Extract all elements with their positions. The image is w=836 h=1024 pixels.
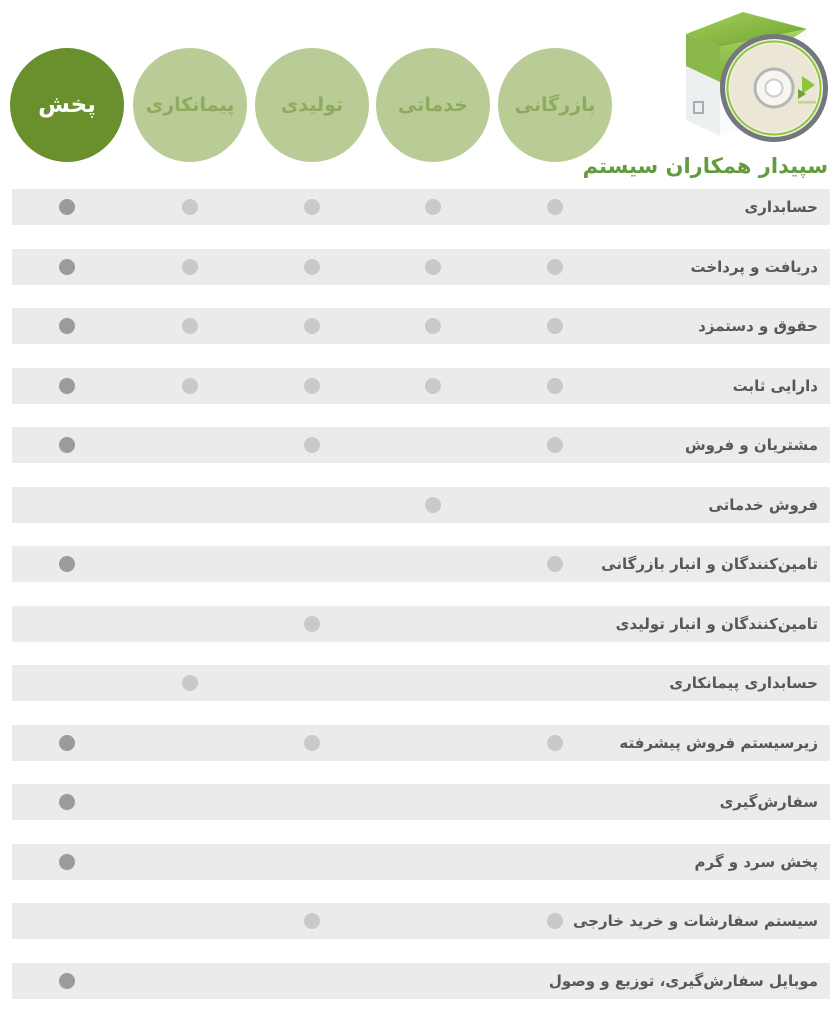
availability-dot-bazargani	[547, 437, 563, 453]
availability-dot-pakhsh	[59, 437, 75, 453]
availability-dot-peymankari	[182, 675, 198, 691]
feature-row	[12, 249, 830, 285]
feature-row	[12, 903, 830, 939]
feature-table	[12, 189, 830, 1009]
product-circle-bazargani[interactable]	[498, 48, 612, 162]
availability-dot-bazargani	[547, 318, 563, 334]
product-circle-pakhsh[interactable]	[10, 48, 124, 162]
feature-label: سیستم سفارشات و خرید خارجی	[572, 912, 818, 930]
feature-label: حسابداری	[744, 198, 818, 216]
feature-label: مشتریان و فروش	[684, 436, 818, 454]
availability-dot-tolidi	[304, 378, 320, 394]
availability-dot-khadamati	[425, 497, 441, 513]
availability-dot-khadamati	[425, 259, 441, 275]
feature-label: سفارش‌گیری	[719, 793, 818, 811]
availability-dot-bazargani	[547, 259, 563, 275]
feature-row	[12, 427, 830, 463]
availability-dot-tolidi	[304, 199, 320, 215]
feature-label: دارایی ثابت	[732, 377, 818, 395]
feature-row	[12, 487, 830, 523]
availability-dot-peymankari	[182, 199, 198, 215]
feature-label: زیرسیستم فروش پیشرفته	[619, 734, 818, 752]
product-circle-peymankari[interactable]	[133, 48, 247, 162]
availability-dot-tolidi	[304, 259, 320, 275]
feature-label: تامین‌کنندگان و انبار تولیدی	[615, 615, 818, 633]
feature-label: حقوق و دستمزد	[698, 317, 818, 335]
product-circles	[0, 48, 836, 162]
feature-row	[12, 844, 830, 880]
product-circle-label: بازرگانی	[514, 94, 596, 116]
availability-dot-khadamati	[425, 378, 441, 394]
feature-label: تامین‌کنندگان و انبار بازرگانی	[601, 555, 818, 573]
availability-dot-peymankari	[182, 318, 198, 334]
availability-dot-pakhsh	[59, 199, 75, 215]
availability-dot-bazargani	[547, 556, 563, 572]
availability-dot-pakhsh	[59, 794, 75, 810]
product-circle-khadamati[interactable]	[376, 48, 490, 162]
availability-dot-tolidi	[304, 437, 320, 453]
availability-dot-peymankari	[182, 378, 198, 394]
availability-dot-bazargani	[547, 199, 563, 215]
product-circle-label: خدماتی	[398, 94, 468, 116]
feature-row	[12, 784, 830, 820]
availability-dot-khadamati	[425, 199, 441, 215]
feature-label: فروش خدماتی	[708, 496, 818, 514]
availability-dot-pakhsh	[59, 735, 75, 751]
product-circle-label: تولیدی	[280, 94, 344, 116]
feature-row	[12, 725, 830, 761]
feature-row	[12, 308, 830, 344]
availability-dot-tolidi	[304, 616, 320, 632]
feature-row	[12, 963, 830, 999]
availability-dot-pakhsh	[59, 259, 75, 275]
brand-title: سپیدار همکاران سیستم	[582, 154, 828, 178]
feature-label: حسابداری پیمانکاری	[669, 674, 818, 692]
feature-row	[12, 665, 830, 701]
availability-dot-pakhsh	[59, 556, 75, 572]
product-circle-tolidi[interactable]	[255, 48, 369, 162]
availability-dot-tolidi	[304, 318, 320, 334]
availability-dot-khadamati	[425, 318, 441, 334]
product-circle-label: پیمانکاری	[145, 94, 235, 116]
availability-dot-bazargani	[547, 378, 563, 394]
availability-dot-bazargani	[547, 735, 563, 751]
feature-row	[12, 368, 830, 404]
feature-label: دریافت و پرداخت	[690, 258, 818, 276]
availability-dot-tolidi	[304, 913, 320, 929]
availability-dot-pakhsh	[59, 973, 75, 989]
availability-dot-pakhsh	[59, 854, 75, 870]
availability-dot-peymankari	[182, 259, 198, 275]
feature-row	[12, 546, 830, 582]
feature-row	[12, 189, 830, 225]
feature-label: موبایل سفارش‌گیری، توزیع و وصول	[548, 972, 818, 990]
product-circle-label: پخش	[38, 92, 96, 118]
availability-dot-pakhsh	[59, 378, 75, 394]
feature-label: پخش سرد و گرم	[694, 853, 818, 871]
feature-row	[12, 606, 830, 642]
availability-dot-pakhsh	[59, 318, 75, 334]
availability-dot-bazargani	[547, 913, 563, 929]
availability-dot-tolidi	[304, 735, 320, 751]
